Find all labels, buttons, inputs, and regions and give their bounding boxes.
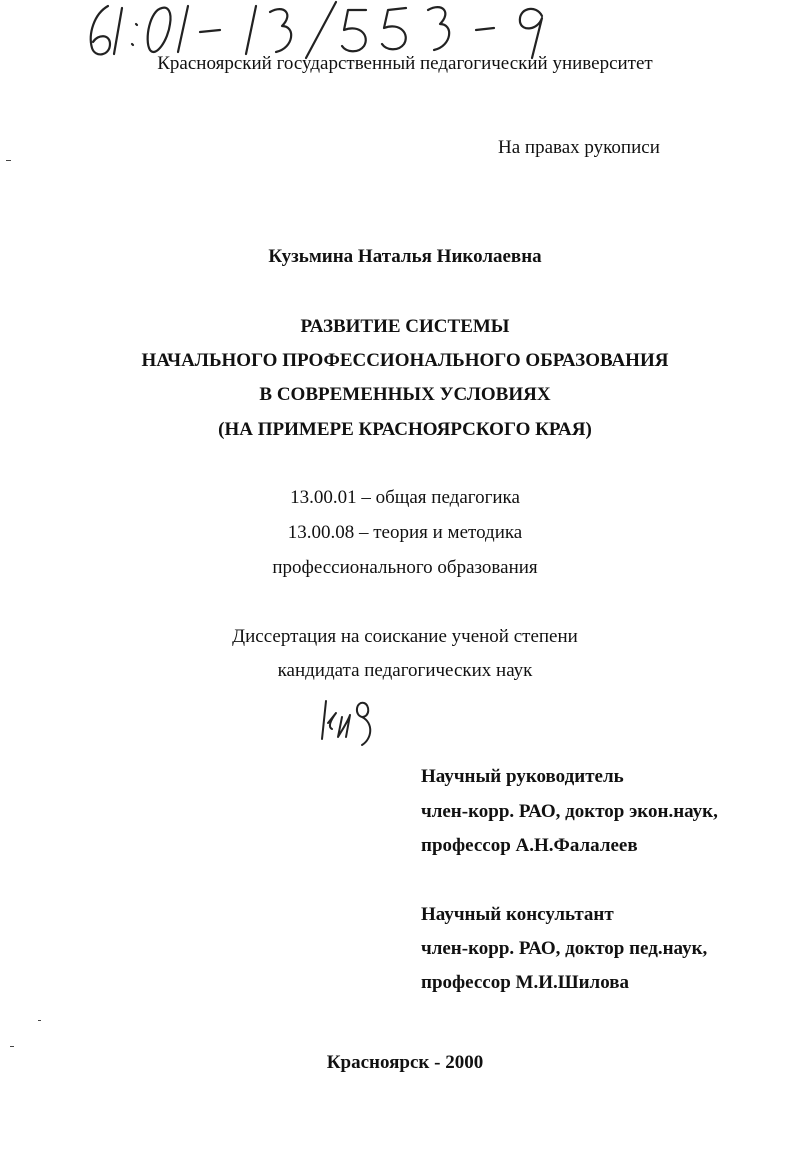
author-name: Кузьмина Наталья Николаевна (268, 246, 542, 267)
rights-note: На правах рукописи (498, 137, 660, 158)
university-name: Красноярский государственный педагогический университет (157, 53, 653, 74)
scan-speck (10, 1046, 14, 1047)
consultant-name: профессор М.И.Шилова (421, 972, 629, 993)
supervisor-name: профессор А.Н.Фалалеев (421, 835, 638, 856)
place-and-year: Красноярск - 2000 (326, 1052, 484, 1073)
title-line-1: РАЗВИТИЕ СИСТЕМЫ (300, 316, 510, 337)
consultant-role: Научный консультант (421, 904, 614, 925)
title-line-2: НАЧАЛЬНОГО ПРОФЕССИОНАЛЬНОГО ОБРАЗОВАНИЯ (141, 350, 669, 371)
scan-speck (38, 1020, 41, 1021)
handwritten-signature (318, 693, 388, 749)
title-line-4: (НА ПРИМЕРЕ КРАСНОЯРСКОГО КРАЯ) (218, 419, 592, 440)
scan-speck (6, 160, 11, 161)
specialty-line-1: 13.00.01 – общая педагогика (290, 487, 520, 508)
supervisor-role: Научный руководитель (421, 766, 624, 787)
archive-number-text: 61:01-13/553-9 (80, 60, 87, 61)
specialty-line-2: 13.00.08 – теория и методика (287, 522, 523, 543)
title-line-3: В СОВРЕМЕННЫХ УСЛОВИЯХ (259, 384, 551, 405)
consultant-credentials: член-корр. РАО, доктор пед.наук, (421, 938, 708, 959)
degree-line-2: кандидата педагогических наук (277, 660, 533, 681)
degree-line-1: Диссертация на соискание ученой степени (232, 626, 578, 647)
specialty-line-3: профессионального образования (272, 557, 538, 578)
supervisor-credentials: член-корр. РАО, доктор экон.наук, (421, 801, 718, 822)
